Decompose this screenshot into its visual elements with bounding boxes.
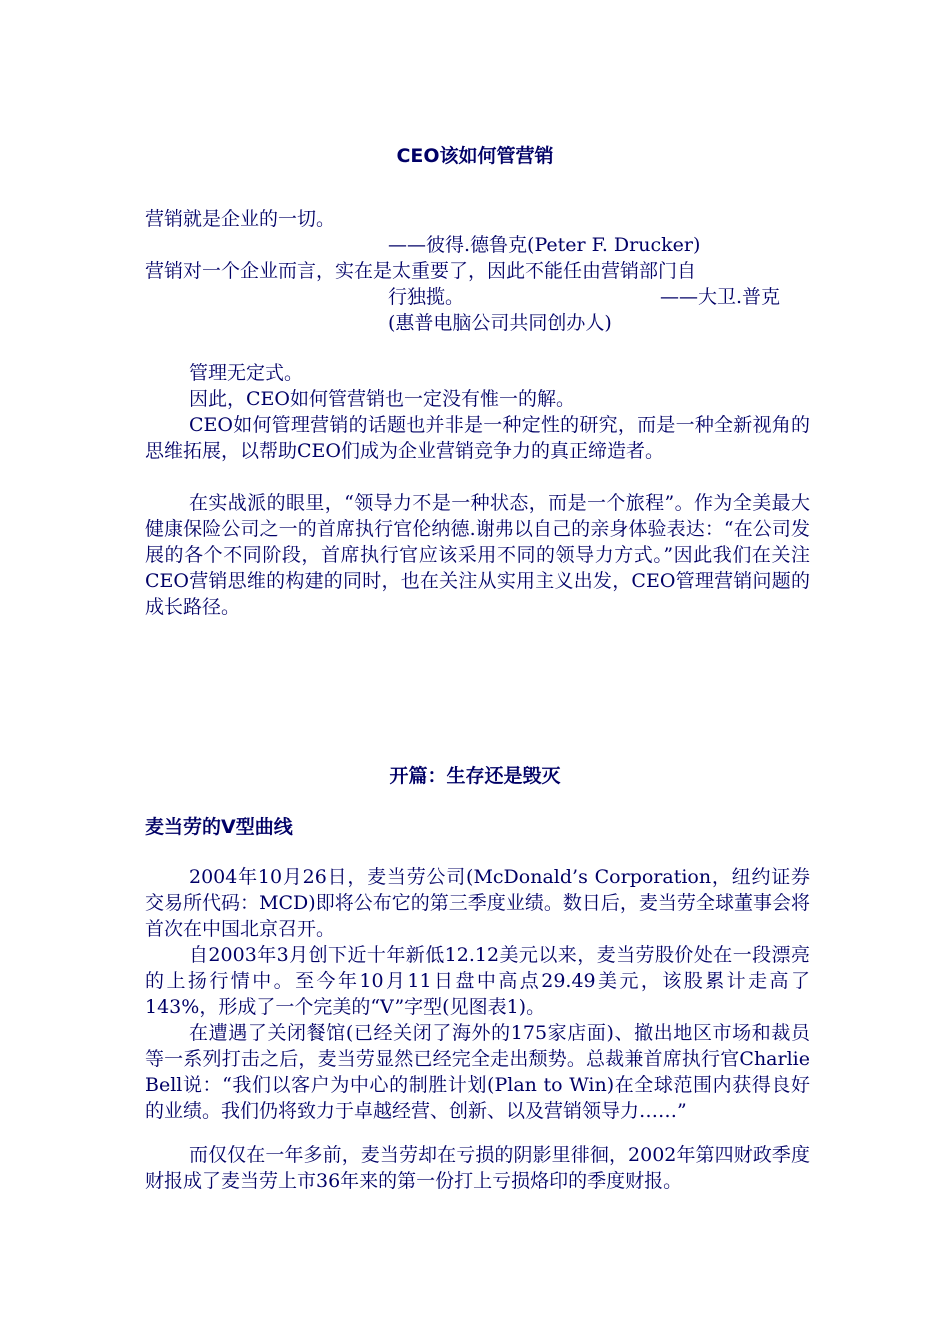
epigraph-attribution-2-note: (惠普电脑公司共同创办人) (388, 312, 612, 334)
section-paragraph: 而仅仅在一年多前，麦当劳却在亏损的阴影里徘徊，2002年第四财政季度财报成了麦当劳上市36年来的第一份打上亏损烙印的季度财报。 (145, 1144, 810, 1192)
intro-paragraph: 在实战派的眼里，“领导力不是一种状态，而是一个旅程”。作为全美最大健康保险公司之一的首席执行官伦纳德.谢弗以自己的亲身体验表达：“在公司发展的各个不同阶段，首席执行官应该采用不同的领导力方式。”因此我们在关注CEO营销思维的构建的同时，也在关注从实用主义出发，CEO管理营销问题的成长路径。 (145, 492, 810, 618)
epigraph-quote-2-line1: 营销对一个企业而言，实在是太重要了，因此不能任由营销部门自 (145, 260, 697, 282)
intro-paragraph: 因此，CEO如何管营销也一定没有惟一的解。 (189, 388, 575, 410)
chapter-title: 开篇：生存还是毁灭 (389, 765, 561, 787)
epigraph-attribution-2: ——大卫.普克 (660, 286, 781, 308)
intro-paragraph: CEO如何管理营销的话题也并非是一种定性的研究，而是一种全新视角的思维拓展，以帮助CEO们成为企业营销竞争力的真正缔造者。 (145, 414, 810, 462)
section-paragraph: 在遭遇了关闭餐馆(已经关闭了海外的175家店面)、撤出地区市场和裁员等一系列打击之后，麦当劳显然已经完全走出颓势。总裁兼首席执行官Charlie Bell说：“我们以客户为中心的制胜计划(Plan to Win)在全球范围内获得良好的业绩。我们仍将致力于卓越经营、创新、以及营销领导力……” (145, 1022, 810, 1122)
document-title: CEO该如何管营销 (396, 145, 554, 167)
section-paragraph: 2004年10月26日，麦当劳公司(McDonald’s Corporation，纽约证券交易所代码：MCD)即将公布它的第三季度业绩。数日后，麦当劳全球董事会将首次在中国北京召开。 (145, 866, 810, 940)
epigraph-quote-1: 营销就是企业的一切。 (145, 208, 336, 230)
epigraph-quote-2-line2: 行独揽。 (388, 286, 465, 308)
section-paragraph: 自2003年3月创下近十年新低12.12美元以来，麦当劳股价处在一段漂亮的上扬行情中。至今年10月11日盘中高点29.49美元，该股累计走高了143%，形成了一个完美的“V”字型(见图表1)。 (145, 944, 810, 1018)
section-title: 麦当劳的V型曲线 (145, 816, 293, 838)
intro-paragraph: 管理无定式。 (189, 362, 304, 384)
epigraph-attribution-1: ——彼得.德鲁克(Peter F. Drucker) (388, 234, 701, 256)
